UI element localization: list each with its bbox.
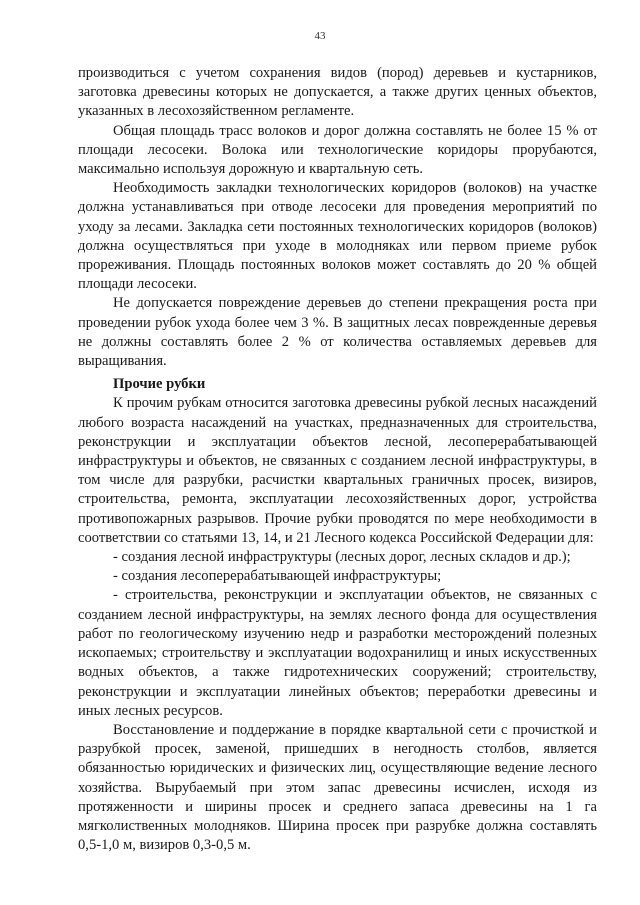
list-item: - создания лесоперерабатывающей инфраструктуры; [113, 568, 442, 585]
document-body [78, 64, 597, 855]
paragraph: Восстановление и поддержание в порядке квартальной сети с прочисткой и разрубкой просек, заменой, пришедших в негодность столбов, является обязанностью юридических и физических лиц, осуществляющие ведение лесного хозяйства. Вырубаемый при этом запас древесины исчислен, исходя из протяженности и ширины просек и среднего запаса древесины на 1 га мягколиственных молодняков. Ширина просек при разрубке должна составлять 0,5-1,0 м, визиров 0,3-0,5 м. [78, 721, 597, 854]
paragraph: К прочим рубкам относится заготовка древесины рубкой лесных насаждений любого возраста насаждений на участках, предназначенных для строительства, реконструкции и эксплуатации объектов лесной, лесоперерабатывающей инфраструктуры и объектов, не связанных с созданием лесной инфраструктуры, в том числе для разрубки, расчистки квартальных граничных просек, визиров, строительства, ремонта, эксплуатации лесохозяйственных дорог, устройства противопожарных разрывов. Прочие рубки проводятся по мере необходимости в соответствии со статьями 13, 14, и 21 Лесного кодекса Российской Федерации для: [78, 395, 597, 546]
paragraph: Не допускается повреждение деревьев до степени прекращения роста при проведении рубок ухода более чем 3 %. В защитных лесах поврежденные деревья не должны составлять более 2 % от количества оставляемых деревьев для выращивания. [78, 295, 597, 370]
paragraph: Общая площадь трасс волоков и дорог должна составлять не более 15 % от площади лесосеки. Волока или технологические коридоры прорубаются, максимально используя дорожную и квартальную сеть. [78, 122, 597, 178]
list-item: - создания лесной инфраструктуры (лесных дорог, лесных складов и др.); [113, 549, 571, 566]
paragraph: производиться с учетом сохранения видов (пород) деревьев и кустарников, заготовка древесины которых не допускается, а также других ценных объектов, указанных в лесохозяйственном регламенте. [78, 65, 597, 120]
list-item: - строительства, реконструкции и эксплуатации объектов, не связанных с созданием лесной инфраструктуры, на землях лесного фонда для осуществления работ по геологическому изучению недр и разработки месторождений полезных ископаемых; строительству и эксплуатации водохранилищ и иных искусственных водных объектов, а также гидротехнических сооружений; строительству, реконструкции и эксплуатации линейных объектов; переработки древесины и иных лесных ресурсов. [78, 587, 597, 719]
section-heading: Прочие рубки [113, 376, 206, 393]
page-number: 43 [314, 30, 326, 42]
paragraph: Необходимость закладки технологических коридоров (волоков) на участке должна устанавливаться при отводе лесосеки для проведения мероприятий по уходу за лесами. Закладка сети постоянных технологических коридоров (волоков) должна осуществляться при уходе в молодняках или первом приеме рубок прореживания. Площадь постоянных волоков может составлять до 20 % общей площади лесосеки. [78, 180, 597, 293]
